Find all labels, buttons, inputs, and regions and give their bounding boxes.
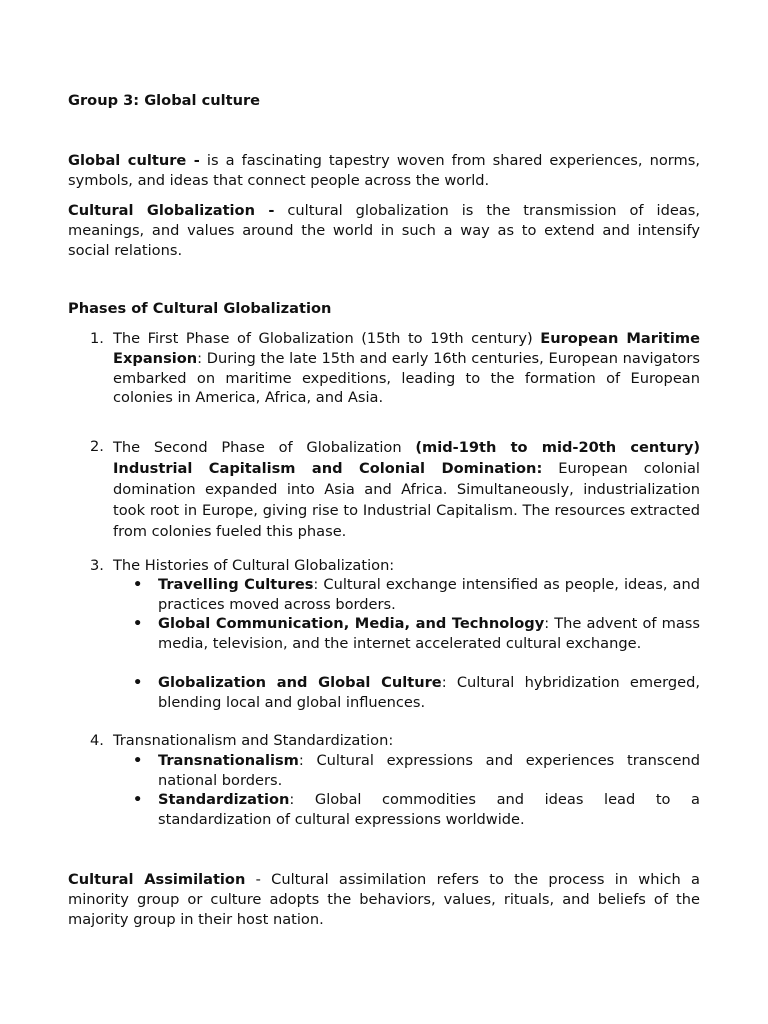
phase-item	[113, 437, 700, 542]
bullet-bold: Standardization	[158, 791, 290, 808]
phase-item: Transnationalism and Standardization:	[113, 732, 394, 749]
bullet-item	[158, 575, 700, 615]
term-global-culture: Global culture -	[68, 152, 200, 169]
bullet-bold: Globalization and Global Culture	[158, 674, 442, 691]
list-number: 4.	[90, 732, 104, 749]
phase-bold: (mid-19th to mid-20th century) Industrial Capitalism and Colonial Domination:	[113, 439, 701, 477]
bullet-text: : Global commodities and ideas lead to a standardization of cultural expressions worldwide.	[158, 791, 700, 828]
bullet-item	[158, 614, 700, 654]
bullet-bold: Global Communication, Media, and Technology	[158, 615, 545, 632]
phase-text: : During the late 15th and early 16th centuries, European navigators embarked on maritime expeditions, leading to the formation of European colonies in America, Africa, and Asia.	[113, 349, 700, 407]
bullet-item	[158, 790, 700, 830]
bullet-icon: •	[133, 576, 143, 593]
bullet-text: : Cultural expressions and experiences transcend national borders.	[158, 752, 700, 789]
list-number: 1.	[90, 330, 104, 347]
phase-text: European colonial domination expanded into Asia and Africa. Simultaneously, industrialization took root in Europe, giving rise to Industrial Capitalism. The resources extracted from colonies fueled this phase.	[113, 460, 700, 540]
bullet-bold: Transnationalism	[158, 752, 299, 769]
phase-item	[113, 329, 700, 408]
section-heading: Phases of Cultural Globalization	[68, 300, 332, 317]
bullet-item	[158, 673, 700, 713]
definition-text: cultural globalization is the transmission of ideas, meanings, and values around the world in such a way as to extend and intensify social relations.	[68, 202, 700, 259]
term-cultural-globalization: Cultural Globalization -	[68, 202, 275, 219]
bullet-icon: •	[133, 791, 143, 808]
bullet-icon: •	[133, 674, 143, 691]
list-number: 2.	[90, 438, 104, 455]
term-cultural-assimilation: Cultural Assimilation	[68, 871, 246, 888]
bullet-text: : The advent of mass media, television, and the internet accelerated cultural exchange.	[158, 615, 701, 652]
definition-text: is a fascinating tapestry woven from shared experiences, norms, symbols, and ideas that connect people across the world.	[68, 152, 700, 189]
phase-lead: The First Phase of Globalization (15th to 19th century)	[113, 330, 541, 347]
definition-cultural-assimilation	[68, 870, 700, 929]
bullet-text: : Cultural exchange intensified as people, ideas, and practices moved across borders.	[158, 576, 700, 613]
bullet-icon: •	[133, 752, 143, 769]
document-title: Group 3: Global culture	[68, 92, 261, 109]
phase-item: The Histories of Cultural Globalization:	[113, 557, 395, 574]
bullet-icon: •	[133, 615, 143, 632]
phase-lead: The Second Phase of Globalization	[113, 439, 416, 456]
bullet-bold: Travelling Cultures	[158, 576, 314, 593]
list-number: 3.	[90, 557, 104, 574]
definition-global-culture	[68, 151, 700, 191]
phase-bold: European Maritime Expansion	[113, 330, 700, 367]
bullet-text: : Cultural hybridization emerged, blending local and global influences.	[158, 674, 700, 711]
definition-text: - Cultural assimilation refers to the process in which a minority group or culture adopts the behaviors, values, rituals, and beliefs of the majority group in their host nation.	[68, 871, 700, 928]
definition-cultural-globalization	[68, 201, 700, 260]
bullet-item	[158, 751, 700, 791]
